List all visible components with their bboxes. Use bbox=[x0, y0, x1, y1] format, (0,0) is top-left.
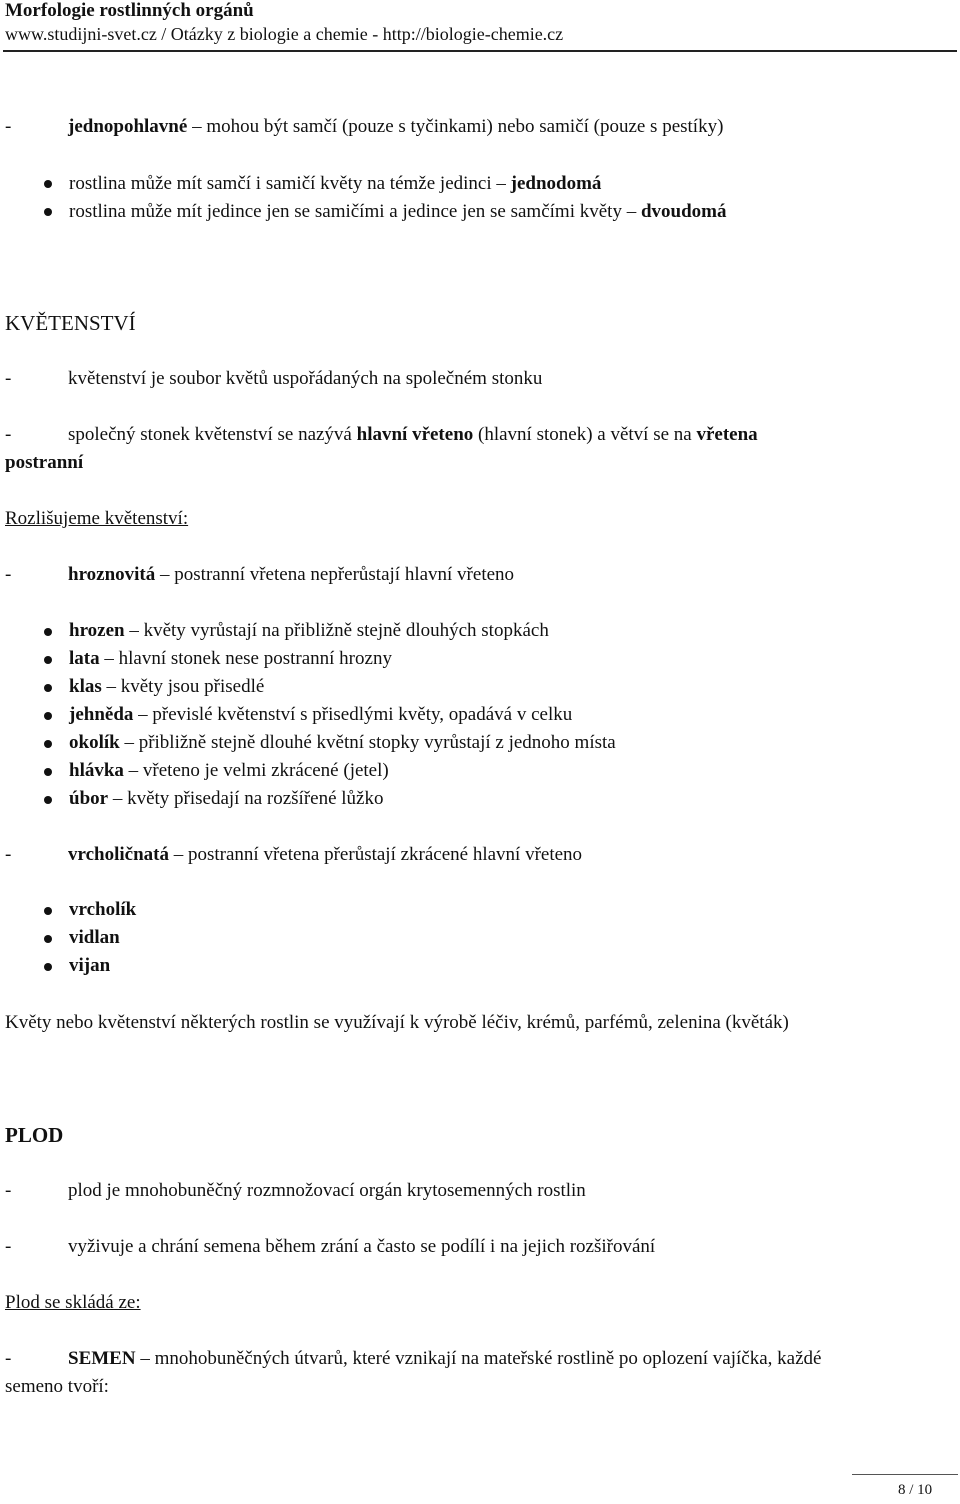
term-dvoudoma: dvoudomá bbox=[640, 201, 727, 222]
bullet-dot bbox=[44, 935, 52, 943]
term-jednodoma: jednodomá bbox=[510, 173, 602, 194]
paragraph-plod-function: vyživuje a chrání semena během zrání a často se podílí i na jejich rozšiřování bbox=[68, 1236, 656, 1257]
bullet-dot bbox=[44, 740, 52, 748]
bullet-dot bbox=[44, 768, 52, 776]
paragraph-vrcholicnata bbox=[68, 841, 582, 869]
paragraph-semen-continued: semeno tvoří: bbox=[5, 1376, 109, 1397]
term-hroznovita: hroznovitá bbox=[68, 564, 156, 585]
subheading-rozlisujeme: Rozlišujeme květenství: bbox=[5, 508, 189, 529]
item-text: – převislé květenství s přisedlými květy, opadává v celku bbox=[133, 704, 573, 725]
list-item bbox=[69, 645, 392, 673]
text-part: (hlavní stonek) a větví se na bbox=[473, 424, 697, 445]
item-text: – květy vyrůstají na přibližně stejně dlouhých stopkách bbox=[124, 620, 549, 641]
paragraph-plod-definition: plod je mnohobuněčný rozmnožovací orgán krytosemenných rostlin bbox=[68, 1180, 586, 1201]
text-jednopohlavne: – mohou být samčí (pouze s tyčinkami) nebo samičí (pouze s pestíky) bbox=[187, 116, 724, 137]
bullet-dot bbox=[44, 712, 52, 720]
list-item bbox=[69, 701, 572, 729]
term-postranni: postranní bbox=[5, 452, 84, 473]
footer-divider bbox=[852, 1474, 958, 1475]
item-text: rostlina může mít samčí i samičí květy na témže jedinci – bbox=[69, 173, 511, 194]
dash-marker: - bbox=[5, 1348, 12, 1369]
term: jehněda bbox=[69, 704, 134, 725]
term: úbor bbox=[69, 788, 109, 809]
section-heading-kvetenstvi: KVĚTENSTVÍ bbox=[5, 311, 136, 335]
text-part: – mnohobuněčných útvarů, které vznikají na mateřské rostlině po oplození vajíčka, každé bbox=[135, 1348, 822, 1369]
list-item: vijan bbox=[69, 955, 111, 976]
term-vrcholicnata: vrcholičnatá bbox=[68, 844, 169, 865]
bullet-dot bbox=[44, 907, 52, 915]
list-item bbox=[69, 673, 264, 701]
bullet-dot bbox=[44, 963, 52, 971]
dash-marker: - bbox=[5, 1180, 12, 1201]
dash-marker: - bbox=[5, 424, 12, 445]
bullet-dot bbox=[44, 628, 52, 636]
document-source: www.studijni-svet.cz / Otázky z biologie a chemie - http://biologie-chemie.cz bbox=[5, 24, 564, 44]
bullet-dot bbox=[44, 656, 52, 664]
list-item bbox=[69, 198, 726, 226]
item-text: – květy přisedají na rozšířené lůžko bbox=[108, 788, 384, 809]
paragraph-hlavni-vreteno bbox=[68, 421, 758, 449]
dash-marker: - bbox=[5, 116, 12, 137]
item-text: – vřeteno je velmi zkrácené (jetel) bbox=[123, 760, 389, 781]
dash-marker: - bbox=[5, 844, 12, 865]
list-item bbox=[69, 785, 384, 813]
term-semen: SEMEN bbox=[68, 1348, 136, 1369]
list-item bbox=[69, 170, 601, 198]
list-item bbox=[69, 617, 549, 645]
text-part: společný stonek květenství se nazývá bbox=[68, 424, 357, 445]
item-text: – hlavní stonek nese postranní hrozny bbox=[99, 648, 392, 669]
item-text: – přibližně stejně dlouhé květní stopky vyrůstají z jednoho místa bbox=[119, 732, 616, 753]
list-item bbox=[69, 729, 616, 757]
bullet-dot bbox=[44, 208, 52, 216]
term-jednopohlavne: jednopohlavné bbox=[68, 116, 188, 137]
term: okolík bbox=[69, 732, 120, 753]
paragraph-hroznovita bbox=[68, 561, 514, 589]
text-part: – postranní vřetena přerůstají zkrácené hlavní vřeteno bbox=[168, 844, 583, 865]
paragraph-usage: Květy nebo květenství některých rostlin se využívají k výrobě léčiv, krémů, parfémů, zelenina (květák) bbox=[5, 1012, 789, 1033]
list-item bbox=[69, 757, 389, 785]
dash-marker: - bbox=[5, 368, 12, 389]
term: hrozen bbox=[69, 620, 125, 641]
term: klas bbox=[69, 676, 102, 697]
bullet-dot bbox=[44, 684, 52, 692]
paragraph-semen bbox=[68, 1345, 821, 1373]
bullet-dot bbox=[44, 180, 52, 188]
paragraph-definition: květenství je soubor květů uspořádaných na společném stonku bbox=[68, 368, 543, 389]
list-item: vrcholík bbox=[69, 899, 137, 920]
term-vretena: vřetena bbox=[696, 424, 758, 445]
item-text: rostlina může mít jedince jen se samičími a jedince jen se samčími květy – bbox=[69, 201, 641, 222]
page-number: 8 / 10 bbox=[898, 1482, 933, 1498]
text-part: – postranní vřetena nepřerůstají hlavní vřeteno bbox=[155, 564, 515, 585]
dash-marker: - bbox=[5, 1236, 12, 1257]
dash-marker: - bbox=[5, 564, 12, 585]
header-divider bbox=[3, 50, 957, 52]
item-text: – květy jsou přisedlé bbox=[101, 676, 265, 697]
term-hlavni-vreteno: hlavní vřeteno bbox=[356, 424, 474, 445]
subheading-plod-sklada: Plod se skládá ze: bbox=[5, 1292, 141, 1313]
section-heading-plod: PLOD bbox=[5, 1123, 64, 1147]
term: lata bbox=[69, 648, 100, 669]
bullet-dot bbox=[44, 796, 52, 804]
term: hlávka bbox=[69, 760, 124, 781]
paragraph-jednopohlavne bbox=[68, 113, 723, 141]
list-item: vidlan bbox=[69, 927, 120, 948]
document-title: Morfologie rostlinných orgánů bbox=[5, 0, 254, 21]
